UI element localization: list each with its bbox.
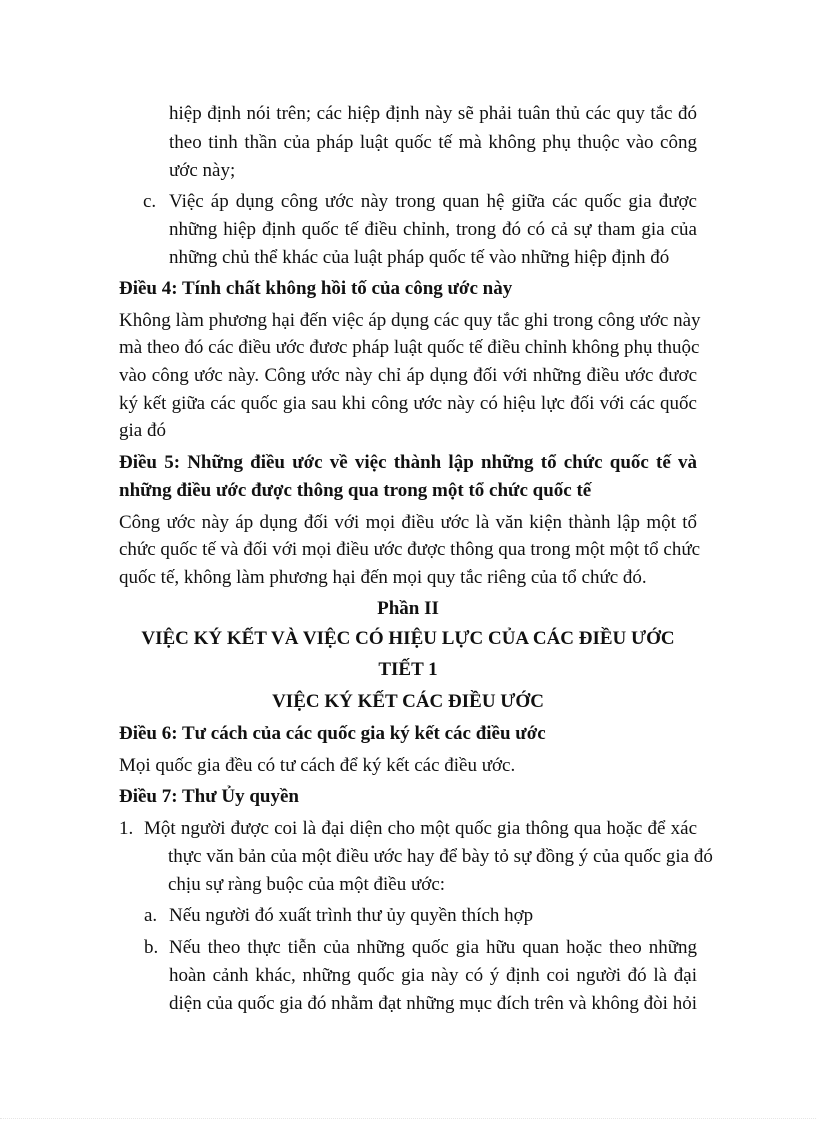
list-marker: b. <box>144 937 159 958</box>
list-item-line: chịu sự ràng buộc của một điều ước: <box>168 874 446 895</box>
paragraph-line: theo tinh thần của pháp luật quốc tế mà không phụ thuộc vào công <box>169 132 697 153</box>
article-7-heading: Điều 7: Thư Ủy quyền <box>119 786 299 807</box>
list-item-line: hoàn cảnh khác, những quốc gia này có ý định coi người đó là đại <box>169 965 697 986</box>
paragraph-line: gia đó <box>119 420 166 441</box>
paragraph-line: hiệp định nói trên; các hiệp định này sẽ phải tuân thủ các quy tắc đó <box>169 103 697 124</box>
list-item-line: Nếu người đó xuất trình thư ủy quyền thích hợp <box>169 905 534 926</box>
article-4-heading: Điều 4: Tính chất không hồi tố của công ước này <box>119 278 513 299</box>
list-item-line: thực văn bản của một điều ước hay để bày tỏ sự đồng ý của quốc gia đó <box>168 846 713 867</box>
page-bottom-divider <box>0 1118 816 1119</box>
part-title: VIỆC KÝ KẾT VÀ VIỆC CÓ HIỆU LỰC CỦA CÁC ĐIỀU ƯỚC <box>141 628 675 649</box>
paragraph-line: mà theo đó các điều ước đươc pháp luật quốc tế điều chỉnh không phụ thuộc <box>119 337 700 358</box>
list-marker: 1. <box>119 818 134 839</box>
paragraph-line: ký kết giữa các quốc gia sau khi công ước này có hiệu lực đối với các quốc <box>119 393 697 414</box>
list-item-line: những hiệp định quốc tế điều chỉnh, trong đó có cả sự tham gia của <box>169 219 697 240</box>
paragraph-line: chức quốc tế và đối với mọi điều ước được thông qua trong một một tổ chức <box>119 539 701 560</box>
list-item-line: diện của quốc gia đó nhằm đạt những mục đích trên và không đòi hỏi <box>169 993 697 1014</box>
section-label: TIẾT 1 <box>378 659 438 680</box>
list-item-line: Nếu theo thực tiễn của những quốc gia hữu quan hoặc theo những <box>169 937 697 958</box>
list-marker: c. <box>143 191 157 212</box>
paragraph-line: Công ước này áp dụng đối với mọi điều ước là văn kiện thành lập một tổ <box>119 512 697 533</box>
list-item-line: Một người được coi là đại diện cho một quốc gia thông qua hoặc để xác <box>144 818 697 839</box>
paragraph-line: ước này; <box>169 160 236 181</box>
list-marker: a. <box>144 905 158 926</box>
paragraph-line: vào công ước này. Công ước này chỉ áp dụng đối với những điều ước đươc <box>119 365 697 386</box>
paragraph-line: Mọi quốc gia đều có tư cách để ký kết các điều ước. <box>119 755 516 776</box>
paragraph-line: quốc tế, không làm phương hại đến mọi quy tắc riêng của tổ chức đó. <box>119 567 647 588</box>
part-label: Phần II <box>377 598 439 619</box>
paragraph-line: Không làm phương hại đến việc áp dụng các quy tắc ghi trong công ước này <box>119 310 701 331</box>
list-item-line: Việc áp dụng công ước này trong quan hệ giữa các quốc gia được <box>169 191 697 212</box>
article-5-heading: Điều 5: Những điều ước về việc thành lập những tổ chức quốc tế và <box>119 452 697 473</box>
article-6-heading: Điều 6: Tư cách của các quốc gia ký kết các điều ước <box>119 723 546 744</box>
article-5-heading: những điều ước được thông qua trong một tổ chức quốc tế <box>119 480 592 501</box>
section-title: VIỆC KÝ KẾT CÁC ĐIỀU ƯỚC <box>272 691 544 712</box>
list-item-line: những chủ thể khác của luật pháp quốc tế vào những hiệp định đó <box>169 247 670 268</box>
